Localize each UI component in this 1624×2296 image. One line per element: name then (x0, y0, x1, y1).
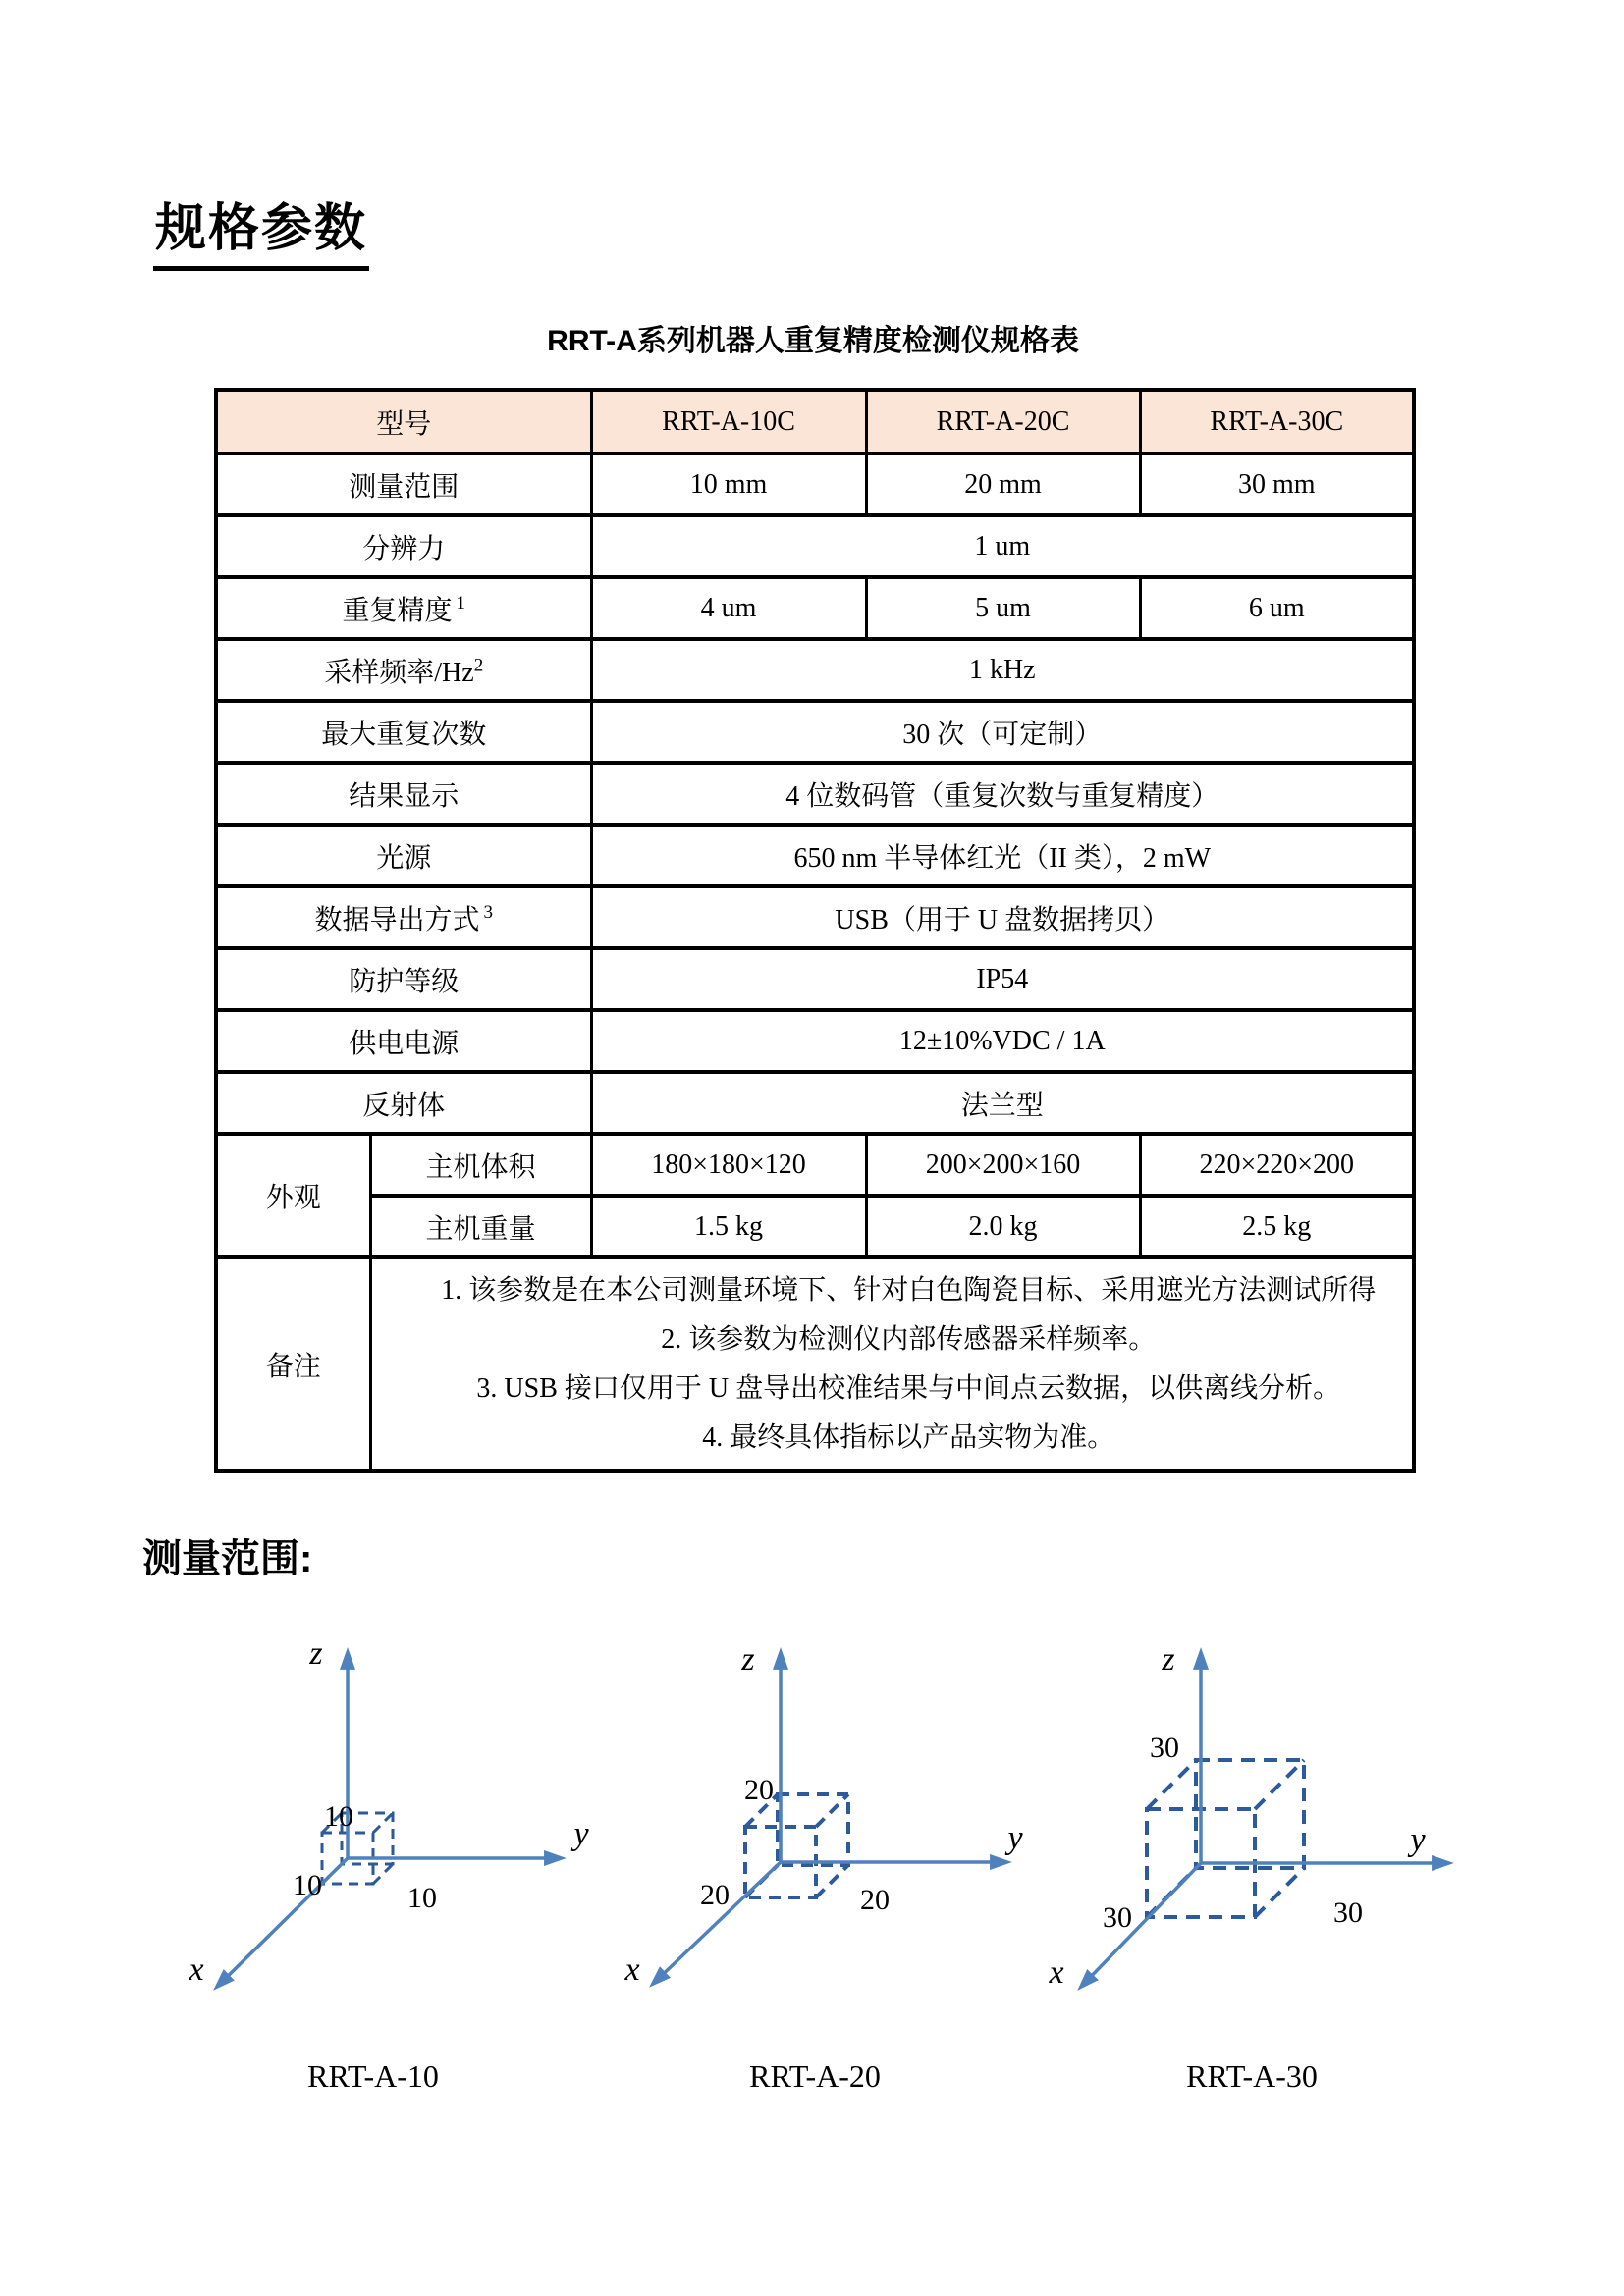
row-value: USB（用于 U 盘数据拷贝） (591, 886, 1414, 948)
z-axis-label: z (309, 1635, 323, 1672)
x-axis-label: x (189, 1951, 204, 1988)
table-title: RRT-A系列机器人重复精度检测仪规格表 (547, 325, 1079, 357)
table-row-appearance-1 (216, 1134, 1414, 1196)
x-dimension-label: 10 (293, 1869, 322, 1901)
z-dimension-label: 20 (744, 1774, 774, 1806)
z-dimension-label: 10 (324, 1800, 353, 1833)
x-axis (218, 1858, 348, 1986)
row-value: 220×220×200 (1140, 1134, 1414, 1196)
row-label: 反射体 (216, 1072, 591, 1134)
table-row (216, 948, 1414, 1010)
y-axis-label: y (573, 1816, 589, 1852)
notes-label: 备注 (216, 1257, 370, 1471)
row-value: 180×180×120 (591, 1134, 866, 1196)
row-label: 测量范围 (216, 454, 591, 515)
coordinate-axes (218, 1654, 560, 1986)
appearance-label: 外观 (216, 1134, 370, 1257)
header-model-2: RRT-A-20C (866, 390, 1140, 454)
row-sublabel: 主机体积 (370, 1134, 591, 1196)
coordinate-axes (1082, 1654, 1447, 1986)
row-value: 200×200×160 (866, 1134, 1140, 1196)
diagram-caption: RRT-A-30 (1186, 2058, 1318, 2094)
header-model-3: RRT-A-30C (1140, 390, 1414, 454)
table-row-notes (216, 1257, 1414, 1471)
table-row (216, 886, 1414, 948)
y-dimension-label: 10 (407, 1882, 437, 1914)
axes-3d-drawing (1021, 1615, 1483, 2052)
range-diagram-rrt-a-10 (147, 1615, 599, 2095)
z-axis-label: z (1162, 1641, 1175, 1678)
x-dimension-label: 20 (700, 1879, 730, 1911)
row-label: 防护等级 (216, 948, 591, 1010)
y-axis-label: y (1007, 1820, 1023, 1856)
row-value: 4 um (591, 577, 866, 639)
footnote-marker: 3 (483, 902, 494, 924)
note-line: 4. 最终具体指标以产品实物为准。 (702, 1422, 1115, 1453)
footnote-marker: 2 (473, 655, 484, 676)
row-value: 2.5 kg (1140, 1196, 1414, 1257)
row-sublabel: 主机重量 (370, 1196, 591, 1257)
axes-3d-drawing (589, 1615, 1041, 2052)
range-diagram-rrt-a-20 (589, 1615, 1041, 2095)
z-axis-label: z (741, 1641, 755, 1678)
row-value: 20 mm (866, 454, 1140, 515)
row-value: 12±10%VDC / 1A (591, 1010, 1414, 1072)
row-value: 1 kHz (591, 639, 1414, 701)
row-value: 30 次（可定制） (591, 701, 1414, 763)
y-dimension-label: 20 (860, 1884, 890, 1916)
range-diagram-rrt-a-30 (1021, 1615, 1483, 2095)
row-label: 最大重复次数 (216, 701, 591, 763)
row-value: 650 nm 半导体红光（II 类），2 mW (591, 825, 1414, 886)
coordinate-axes (654, 1654, 1005, 1983)
note-line: 1. 该参数是在本公司测量环境下、针对白色陶瓷目标、采用遮光方法测试所得 (441, 1275, 1377, 1306)
table-row (216, 639, 1414, 701)
table-row (216, 1072, 1414, 1134)
x-axis (1082, 1863, 1201, 1986)
row-value: 法兰型 (591, 1072, 1414, 1134)
table-row (216, 825, 1414, 886)
note-line: 2. 该参数为检测仪内部传感器采样频率。 (661, 1324, 1157, 1355)
table-header-row (216, 390, 1414, 454)
table-row-appearance-2 (216, 1196, 1414, 1257)
notes-cell (370, 1257, 1414, 1471)
row-label: 供电电源 (216, 1010, 591, 1072)
y-axis-label: y (1410, 1822, 1426, 1858)
y-dimension-label: 30 (1333, 1896, 1363, 1929)
z-dimension-label: 30 (1150, 1732, 1179, 1764)
row-label: 数据导出方式 $^3$ (216, 886, 591, 948)
page-title: 规格参数 (153, 187, 369, 271)
row-value: 10 mm (591, 454, 866, 515)
row-value: 5 um (866, 577, 1140, 639)
section-title: 测量范围: (142, 1537, 313, 1580)
table-row (216, 515, 1414, 577)
footnote-marker: 1 (456, 593, 466, 614)
note-line: 3. USB 接口仅用于 U 盘导出校准结果与中间点云数据，以供离线分析。 (476, 1373, 1341, 1404)
spec-table (214, 388, 1416, 1473)
table-row (216, 577, 1414, 639)
table-row (216, 1010, 1414, 1072)
table-row (216, 454, 1414, 515)
header-model-label: 型号 (216, 390, 591, 454)
row-label: 分辨力 (216, 515, 591, 577)
row-value: 6 um (1140, 577, 1414, 639)
row-label: 结果显示 (216, 763, 591, 825)
diagram-caption: RRT-A-10 (307, 2058, 439, 2094)
row-label: 采样频率/Hz$^2$ (216, 639, 591, 701)
x-axis-label: x (624, 1951, 640, 1988)
row-value: 1 um (591, 515, 1414, 577)
row-value: 30 mm (1140, 454, 1414, 515)
x-dimension-label: 30 (1103, 1901, 1132, 1934)
row-value: 2.0 kg (866, 1196, 1140, 1257)
table-row (216, 701, 1414, 763)
table-row (216, 763, 1414, 825)
axes-3d-drawing (147, 1615, 599, 2052)
header-model-1: RRT-A-10C (591, 390, 866, 454)
row-label: 重复精度 $^1$ (216, 577, 591, 639)
row-value: 4 位数码管（重复次数与重复精度） (591, 763, 1414, 825)
row-value: IP54 (591, 948, 1414, 1010)
diagram-caption: RRT-A-20 (749, 2058, 881, 2094)
row-value: 1.5 kg (591, 1196, 866, 1257)
x-axis-label: x (1049, 1954, 1064, 1991)
row-label: 光源 (216, 825, 591, 886)
